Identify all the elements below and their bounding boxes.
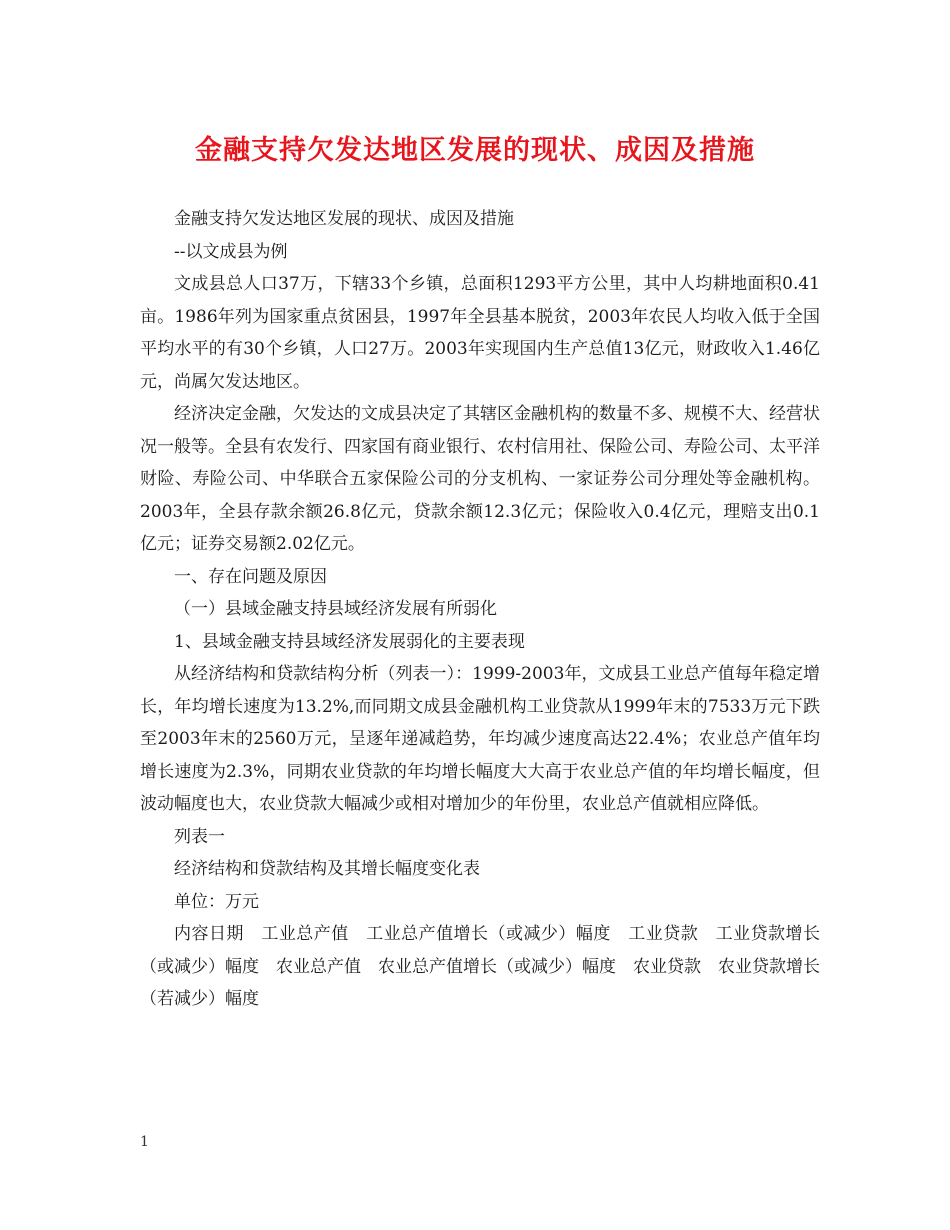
table-label: 列表一 bbox=[174, 826, 225, 847]
paragraph-case-note: --以文成县为例 bbox=[174, 241, 288, 262]
table-caption: 经济结构和贷款结构及其增长幅度变化表 bbox=[174, 859, 480, 879]
table-header-row: 内容日期 工业总产值 工业总产值增长（或减少）幅度 工业贷款 工业贷款增长（或减少）幅度 农业总产值 农业总产值增长（或减少）幅度 农业贷款 农业贷款增长（若减少）幅度 bbox=[140, 924, 820, 1009]
paragraph-subtitle: 金融支持欠发达地区发展的现状、成因及措施 bbox=[174, 209, 514, 229]
paragraph-analysis: 从经济结构和贷款结构分析（列表一）：1999-2003年，文成县工业总产值每年稳定增长，年均增长速度为13.2%,而同期文成县金融机构工业贷款从1999年末的7533万元下跌至2003年末的2560万元，呈逐年递减趋势，年均减少速度高达22.4%；农业总产值年均增长速度为2.3%，同期农业贷款的年均增长幅度大大高于农业总产值的年均增长幅度，但波动幅度也大，农业贷款大幅减少或相对增加少的年份里，农业总产值就相应降低。 bbox=[140, 664, 820, 814]
document-title: 金融支持欠发达地区发展的现状、成因及措施 bbox=[195, 135, 755, 166]
page-number: 1 bbox=[140, 1134, 149, 1150]
point-heading: 1、县域金融支持县域经济发展弱化的主要表现 bbox=[174, 631, 525, 652]
paragraph-financial-institutions: 经济决定金融，欠发达的文成县决定了其辖区金融机构的数量不多、规模不大、经营状况一般等。全县有农发行、四家国有商业银行、农村信用社、保险公司、寿险公司、太平洋财险、寿险公司、中华联合五家保险公司的分支机构、一家证券公司分理处等金融机构。2003年，全县存款余额26.8亿元，贷款余额12.3亿元；保险收入0.4亿元，理赔支出0.1亿元；证券交易额2.02亿元。 bbox=[140, 404, 820, 554]
paragraph-county-overview: 文成县总人口37万，下辖33个乡镇，总面积1293平方公里，其中人均耕地面积0.41亩。1986年列为国家重点贫困县，1997年全县基本脱贫，2003年农民人均收入低于全国平均水平的有30个乡镇，人口27万。2003年实现国内生产总值13亿元，财政收入1.46亿元，尚属欠发达地区。 bbox=[140, 274, 820, 392]
table-unit: 单位：万元 bbox=[174, 891, 259, 912]
section-heading: 一、存在问题及原因 bbox=[174, 566, 327, 587]
document-body bbox=[140, 203, 820, 1016]
subsection-heading: （一）县域金融支持县域经济发展有所弱化 bbox=[174, 599, 497, 619]
